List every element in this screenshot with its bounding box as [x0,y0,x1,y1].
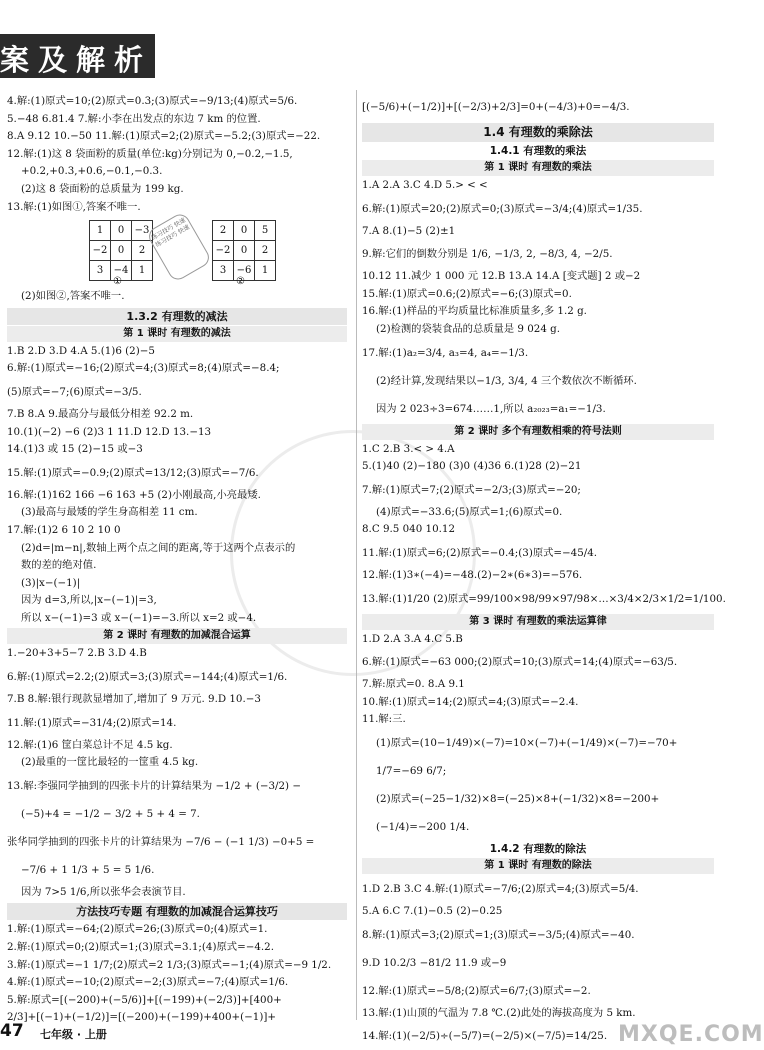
grid-cell: 2 [213,221,234,241]
answer-line: (2)检测的袋装食品的总质量是 9 024 g. [376,322,561,335]
answer-line: 8.A 9.12 10.−50 11.解:(1)原式=2;(2)原式=−5.2;(3)原式=−22. [7,130,321,143]
answer-line: 10.(1)(−2) −6 (2)3 1 11.D 12.D 13.−13 [7,425,212,438]
answer-line: 所以 x−(−1)=3 或 x−(−1)=−3.所以 x=2 或−4. [21,611,257,624]
answer-line: (−5)+4 = −1/2 − 3/2 + 5 + 4 = 7. [21,807,200,820]
watermark: MXQE.COM [618,1022,764,1047]
section-heading: 1.3.2 有理数的减法 [7,308,347,325]
answer-line: 4.解:(1)原式=10;(2)原式=0.3;(3)原式=−9/13;(4)原式=5/6. [7,95,298,107]
answer-line: 13.解:(1)山顶的气温为 7.8 ℃.(2)此处的海拔高度为 5 km. [362,1006,636,1019]
grid-cell: 2 [132,241,153,261]
answer-line: (2)d=|m−n|,数轴上两个点之间的距离,等于这两个点表示的 [21,541,296,554]
answer-line: 4.解:(1)原式=−10;(2)原式=−2;(3)原式=−7;(4)原式=1/6. [7,976,289,989]
answer-line: 7.B 8.解:银行现款显增加了,增加了 9 万元. 9.D 10.−3 [7,693,261,706]
grid-cell: 1 [90,221,111,241]
answer-line: 11.解:三. [362,713,406,726]
grid-cell: −4 [111,261,132,281]
grid-cell: 3 [213,261,234,281]
answer-line: 6.解:(1)原式=−63 000;(2)原式=10;(3)原式=14;(4)原式=−63/5. [362,656,678,669]
answer-line: 数的差的绝对值. [21,559,97,572]
answer-line: 3.解:(1)原式=−1 1/7;(2)原式=2 1/3;(3)原式=−1;(4)原式=−9 1/2. [7,958,332,971]
answer-line: (2)原式=(−25−1/32)×8=(−25)×8+(−1/32)×8=−200+ [376,792,660,805]
grid-label-2: ② [236,276,245,288]
page-number: 47 [0,1021,24,1041]
answer-line: 13.解:(1)1/20 (2)原式=99/100×98/99×97/98×…×3/4×2/3×1/2=1/100. [362,592,726,605]
grid-cell: −6 [234,261,255,281]
answer-line: 1.A 2.A 3.C 4.D 5.> < < [362,179,488,191]
answer-line: 14.解:(1)(−2/5)÷(−5/7)=(−2/5)×(−7/5)=14/25. [362,1030,608,1043]
section-heading: 方法技巧专题 有理数的加减混合运算技巧 [7,903,347,920]
answer-line: 12.解:(1)3∗(−4)=−48.(2)−2∗(6∗3)=−576. [362,568,583,581]
grid-cell: 1 [132,261,153,281]
number-grid-1 [89,220,153,281]
answer-line: 1.D 2.B 3.C 4.解:(1)原式=−7/6;(2)原式=4;(3)原式=5/4. [362,882,639,895]
answer-line: 16.解:(1)162 166 −6 163 +5 (2)小刚最高,小亮最矮. [7,488,261,501]
answer-line: (3)|x−(−1)| [21,576,81,589]
lesson-heading: 第 1 课时 有理数的乘法 [362,160,714,176]
pencil-logo: 练习技巧 快速 练习技巧 快速 [145,211,212,283]
grid-cell: 0 [111,241,132,261]
answer-line: [(−5/6)+(−1/2)]+[(−2/3)+2/3]=0+(−4/3)+0=−4/3. [362,101,630,113]
answer-line: (4)原式=−33.6;(5)原式=1;(6)原式=0. [376,505,563,518]
answer-line: 14.(1)3 或 15 (2)−15 或−3 [7,443,143,456]
grid-cell: −3 [132,221,153,241]
answer-line: 1.D 2.A 3.A 4.C 5.B [362,632,463,645]
number-grid-2 [212,220,276,281]
answer-line: (3)最高与最矮的学生身高相差 11 cm. [21,506,198,519]
answer-line: 6.解:(1)原式=2.2;(2)原式=3;(3)原式=−144;(4)原式=1/6. [7,671,288,684]
answer-line: 17.解:(1)2 6 10 2 10 0 [7,523,121,536]
answer-line: 1.−20+3+5−7 2.B 3.D 4.B [7,647,147,660]
answer-line: 5.解:原式=[(−200)+(−5/6)]+[(−199)+(−2/3)]+[400+ [7,993,282,1006]
answer-line: 1/7=−69 6/7; [376,764,447,777]
answer-line: +0.2,+0.3,+0.6,−0.1,−0.3. [21,165,163,178]
answer-line: 13.解:(1)如图①,答案不唯一. [7,200,141,213]
grid-cell: −2 [90,241,111,261]
answer-line: 9.解:它们的倒数分别是 1/6, −1/3, 2, −8/3, 4, −2/5. [362,248,613,261]
answer-line: 15.解:(1)原式=−0.9;(2)原式=13/12;(3)原式=−7/6. [7,466,259,479]
answer-line: 7.A 8.(1)−5 (2)±1 [362,224,456,237]
answer-line: 11.解:(1)原式=6;(2)原式=−0.4;(3)原式=−45/4. [362,546,598,559]
answer-line: −7/6 + 1 1/3 + 5 = 5 1/6. [21,863,155,876]
answer-line: (1)原式=(10−1/49)×(−7)=10×(−7)+(−1/49)×(−7)=−70+ [376,736,678,749]
grid-cell: 3 [90,261,111,281]
grid-cell: 0 [234,221,255,241]
grid-label-1: ① [113,276,122,288]
header-title: 案及解析 [0,43,153,77]
answer-line: (2)这 8 袋面粉的总质量为 199 kg. [21,182,184,195]
answer-line: 12.解:(1)6 筐白菜总计不足 4.5 kg. [7,738,173,751]
answer-line: (2)如图②,答案不唯一. [21,290,125,303]
answer-line: 6.解:(1)原式=−16;(2)原式=4;(3)原式=8;(4)原式=−8.4; [7,362,280,375]
answer-line: 因为 7>5 1/6,所以张华会表演节目. [21,885,186,898]
answer-line: 因为 d=3,所以,|x−(−1)|=3, [21,594,157,607]
answer-line: 1.B 2.D 3.D 4.A 5.(1)6 (2)−5 [7,344,155,357]
answer-line: (−1/4)=−200 1/4. [376,820,470,833]
answer-line: 6.解:(1)原式=20;(2)原式=0;(3)原式=−3/4;(4)原式=1/35. [362,202,643,215]
answer-line: 2.解:(1)原式=0;(2)原式=1;(3)原式=3.1;(4)原式=−4.2. [7,941,274,954]
answer-line: 5.(1)40 (2)−180 (3)0 (4)36 6.(1)28 (2)−21 [362,460,582,473]
answer-line: 17.解:(1)a₂=3/4, a₃=4, a₄=−1/3. [362,346,529,359]
subsection-heading: 1.4.2 有理数的除法 [489,842,587,855]
answer-line: 12.解:(1)这 8 袋面粉的质量(单位:kg)分别记为 0,−0.2,−1.5, [7,147,293,160]
grid-cell: −2 [213,241,234,261]
lesson-heading: 第 3 课时 有理数的乘法运算律 [362,614,714,630]
answer-line: 1.C 2.B 3.< > 4.A [362,442,455,455]
magic-grid-figures [7,216,347,288]
answer-line: 11.解:(1)原式=−31/4;(2)原式=14. [7,716,177,729]
answer-line: 12.解:(1)原式=−5/8;(2)原式=6/7;(3)原式=−2. [362,984,591,997]
answer-line: 16.解:(1)样品的平均质量比标准质量多,多 1.2 g. [362,305,587,318]
answer-line: (2)经计算,发现结果以−1/3, 3/4, 4 三个数依次不断循环. [376,374,637,387]
grid-cell: 5 [255,221,276,241]
grid-cell: 0 [111,221,132,241]
lesson-heading: 第 1 课时 有理数的除法 [362,858,714,874]
grade-label: 七年级 · 上册 [40,1028,107,1041]
section-heading: 1.4 有理数的乘除法 [362,123,714,142]
answer-line: 13.解:李强同学抽到的四张卡片的计算结果为 −1/2 + (−3/2) − [7,779,301,792]
grid-cell: 2 [255,241,276,261]
answer-line: (2)最重的一筐比最轻的一筐重 4.5 kg. [21,756,199,769]
answer-line: 10.解:(1)原式=14;(2)原式=4;(3)原式=−2.4. [362,695,579,708]
right-column [362,93,726,1050]
lesson-heading: 第 1 课时 有理数的减法 [7,326,347,342]
answer-line: 2/3]+[(−1)+(−1/2)]=[(−200)+(−199)+400+(−1)]+ [7,1011,276,1024]
answer-line: 因为 2 023÷3=674……1,所以 a₂₀₂₃=a₁=−1/3. [376,402,606,415]
answer-line: 15.解:(1)原式=0.6;(2)原式=−6;(3)原式=0. [362,287,572,300]
answer-line: 8.C 9.5 040 10.12 [362,523,456,536]
answer-line: 张华同学抽到的四张卡片的计算结果为 −7/6 − (−1 1/3) −0+5 = [7,835,315,848]
answer-line: 7.解:(1)原式=7;(2)原式=−2/3;(3)原式=−20; [362,483,581,496]
lesson-heading: 第 2 课时 有理数的加减混合运算 [7,628,347,644]
answer-line: 9.D 10.2/3 −81/2 11.9 或−9 [362,956,507,969]
grid-cell: 1 [255,261,276,281]
answer-line: 1.解:(1)原式=−64;(2)原式=26;(3)原式=0;(4)原式=1. [7,923,268,936]
lesson-heading: 第 2 课时 多个有理数相乘的符号法则 [362,424,714,440]
subsection-heading: 1.4.1 有理数的乘法 [489,145,587,157]
left-column [7,93,347,1027]
grid-cell: 0 [234,241,255,261]
answer-line: 8.解:(1)原式=3;(2)原式=1;(3)原式=−3/5;(4)原式=−40. [362,928,635,941]
answer-line: 5.A 6.C 7.(1)−0.5 (2)−0.25 [362,904,503,917]
answer-line: 10.12 11.减少 1 000 元 12.B 13.A 14.A [变式题] 2 或−2 [362,270,641,283]
answer-line: 5.−48 6.81.4 7.解:小李在出发点的东边 7 km 的位置. [7,112,261,125]
answer-line: 7.B 8.A 9.最高分与最低分相差 92.2 m. [7,407,194,420]
answer-line: (5)原式=−7;(6)原式=−3/5. [7,385,142,398]
answer-line: 7.解:原式=0. 8.A 9.1 [362,678,465,691]
